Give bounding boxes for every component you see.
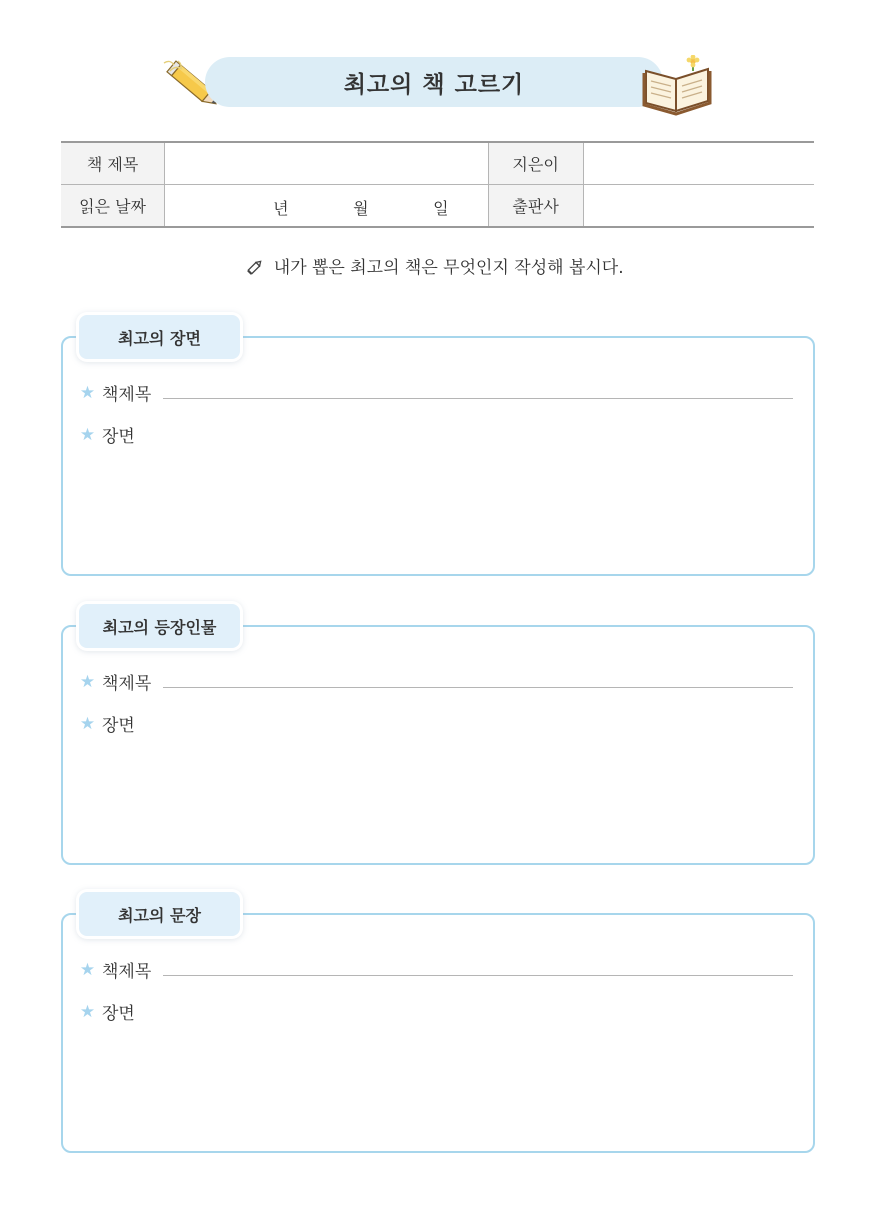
scene-row-label: 장면	[102, 716, 135, 736]
date-field[interactable]	[165, 185, 488, 228]
book-title-row-label: 책제목	[102, 385, 152, 405]
instruction	[0, 253, 870, 278]
book-info-table	[61, 141, 814, 228]
pencil-icon	[246, 258, 264, 276]
title-banner	[205, 57, 663, 107]
best-character-section	[61, 617, 815, 865]
publisher-label: 출판사	[488, 185, 583, 228]
star-icon: ★	[79, 424, 96, 445]
book-title-row	[79, 380, 793, 405]
book-title-write-line[interactable]	[163, 675, 793, 688]
book-title-row	[79, 669, 793, 694]
section-tab: 최고의 문장	[79, 892, 240, 936]
book-title-row-label: 책제목	[102, 674, 152, 694]
scene-row	[79, 711, 135, 736]
book-title-write-line[interactable]	[163, 386, 793, 399]
author-field[interactable]	[583, 142, 814, 185]
scene-row-label: 장면	[102, 427, 135, 447]
page-title: 최고의 책 고르기	[343, 71, 525, 98]
book-title-field[interactable]	[165, 142, 488, 185]
year-unit: 년	[273, 199, 289, 218]
scene-row	[79, 999, 135, 1024]
book-title-write-line[interactable]	[163, 963, 793, 976]
table-row	[61, 142, 814, 185]
star-icon: ★	[79, 959, 96, 980]
instruction-text: 내가 뽑은 최고의 책은 무엇인지 작성해 봅시다.	[273, 258, 624, 278]
best-scene-section	[61, 328, 815, 576]
day-unit: 일	[433, 199, 449, 218]
best-sentence-section	[61, 905, 815, 1153]
section-tab: 최고의 등장인물	[79, 604, 240, 648]
book-icon	[640, 55, 716, 117]
date-label: 읽은 날짜	[61, 185, 165, 228]
star-icon: ★	[79, 382, 96, 403]
book-title-label: 책 제목	[61, 142, 165, 185]
table-row	[61, 185, 814, 228]
publisher-field[interactable]	[583, 185, 814, 228]
star-icon: ★	[79, 713, 96, 734]
scene-row-label: 장면	[102, 1004, 135, 1024]
star-icon: ★	[79, 671, 96, 692]
star-icon: ★	[79, 1001, 96, 1022]
scene-row	[79, 422, 135, 447]
month-unit: 월	[353, 199, 369, 218]
section-tab: 최고의 장면	[79, 315, 240, 359]
book-title-row-label: 책제목	[102, 962, 152, 982]
book-title-row	[79, 957, 793, 982]
author-label: 지은이	[488, 142, 583, 185]
